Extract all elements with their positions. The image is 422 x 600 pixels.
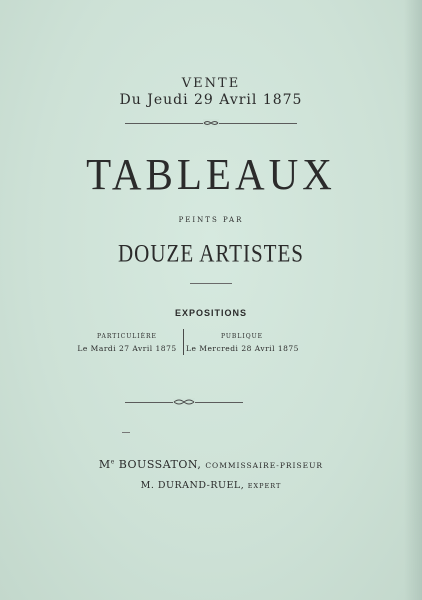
expert-line xyxy=(0,480,422,491)
page-edge-shadow xyxy=(404,0,422,600)
auctioneer-line xyxy=(0,458,422,471)
expert-role: EXPERT xyxy=(247,482,282,490)
ornament-icon xyxy=(173,398,195,406)
publique-date: Le Mercredi 28 Avril 1875 xyxy=(186,344,299,353)
auctioneer-title: M xyxy=(98,458,111,471)
column-divider xyxy=(183,329,184,355)
auctioneer-title-sup: e xyxy=(110,458,115,466)
exposition-publique xyxy=(186,0,298,353)
stray-mark xyxy=(122,432,130,433)
particuliere-label: PARTICULIÈRE xyxy=(97,333,157,340)
subtitle: PEINTS PAR xyxy=(178,216,244,224)
artists-title: DOUZE ARTISTES xyxy=(118,238,304,268)
expositions-heading: EXPOSITIONS xyxy=(174,308,247,318)
sale-heading: VENTE xyxy=(181,76,241,91)
publique-label: PUBLIQUE xyxy=(220,333,264,340)
auctioneer-role: COMMISSAIRE-PRISEUR xyxy=(205,461,324,470)
expert-name: M. DURAND-RUEL, xyxy=(140,480,248,491)
sale-date: Du Jeudi 29 Avril 1875 xyxy=(119,92,303,108)
particuliere-date: Le Mardi 27 Avril 1875 xyxy=(77,344,177,353)
exposition-particuliere xyxy=(72,0,182,353)
main-title: TABLEAUX xyxy=(86,149,336,199)
auctioneer-name: BOUSSATON, xyxy=(114,458,206,471)
